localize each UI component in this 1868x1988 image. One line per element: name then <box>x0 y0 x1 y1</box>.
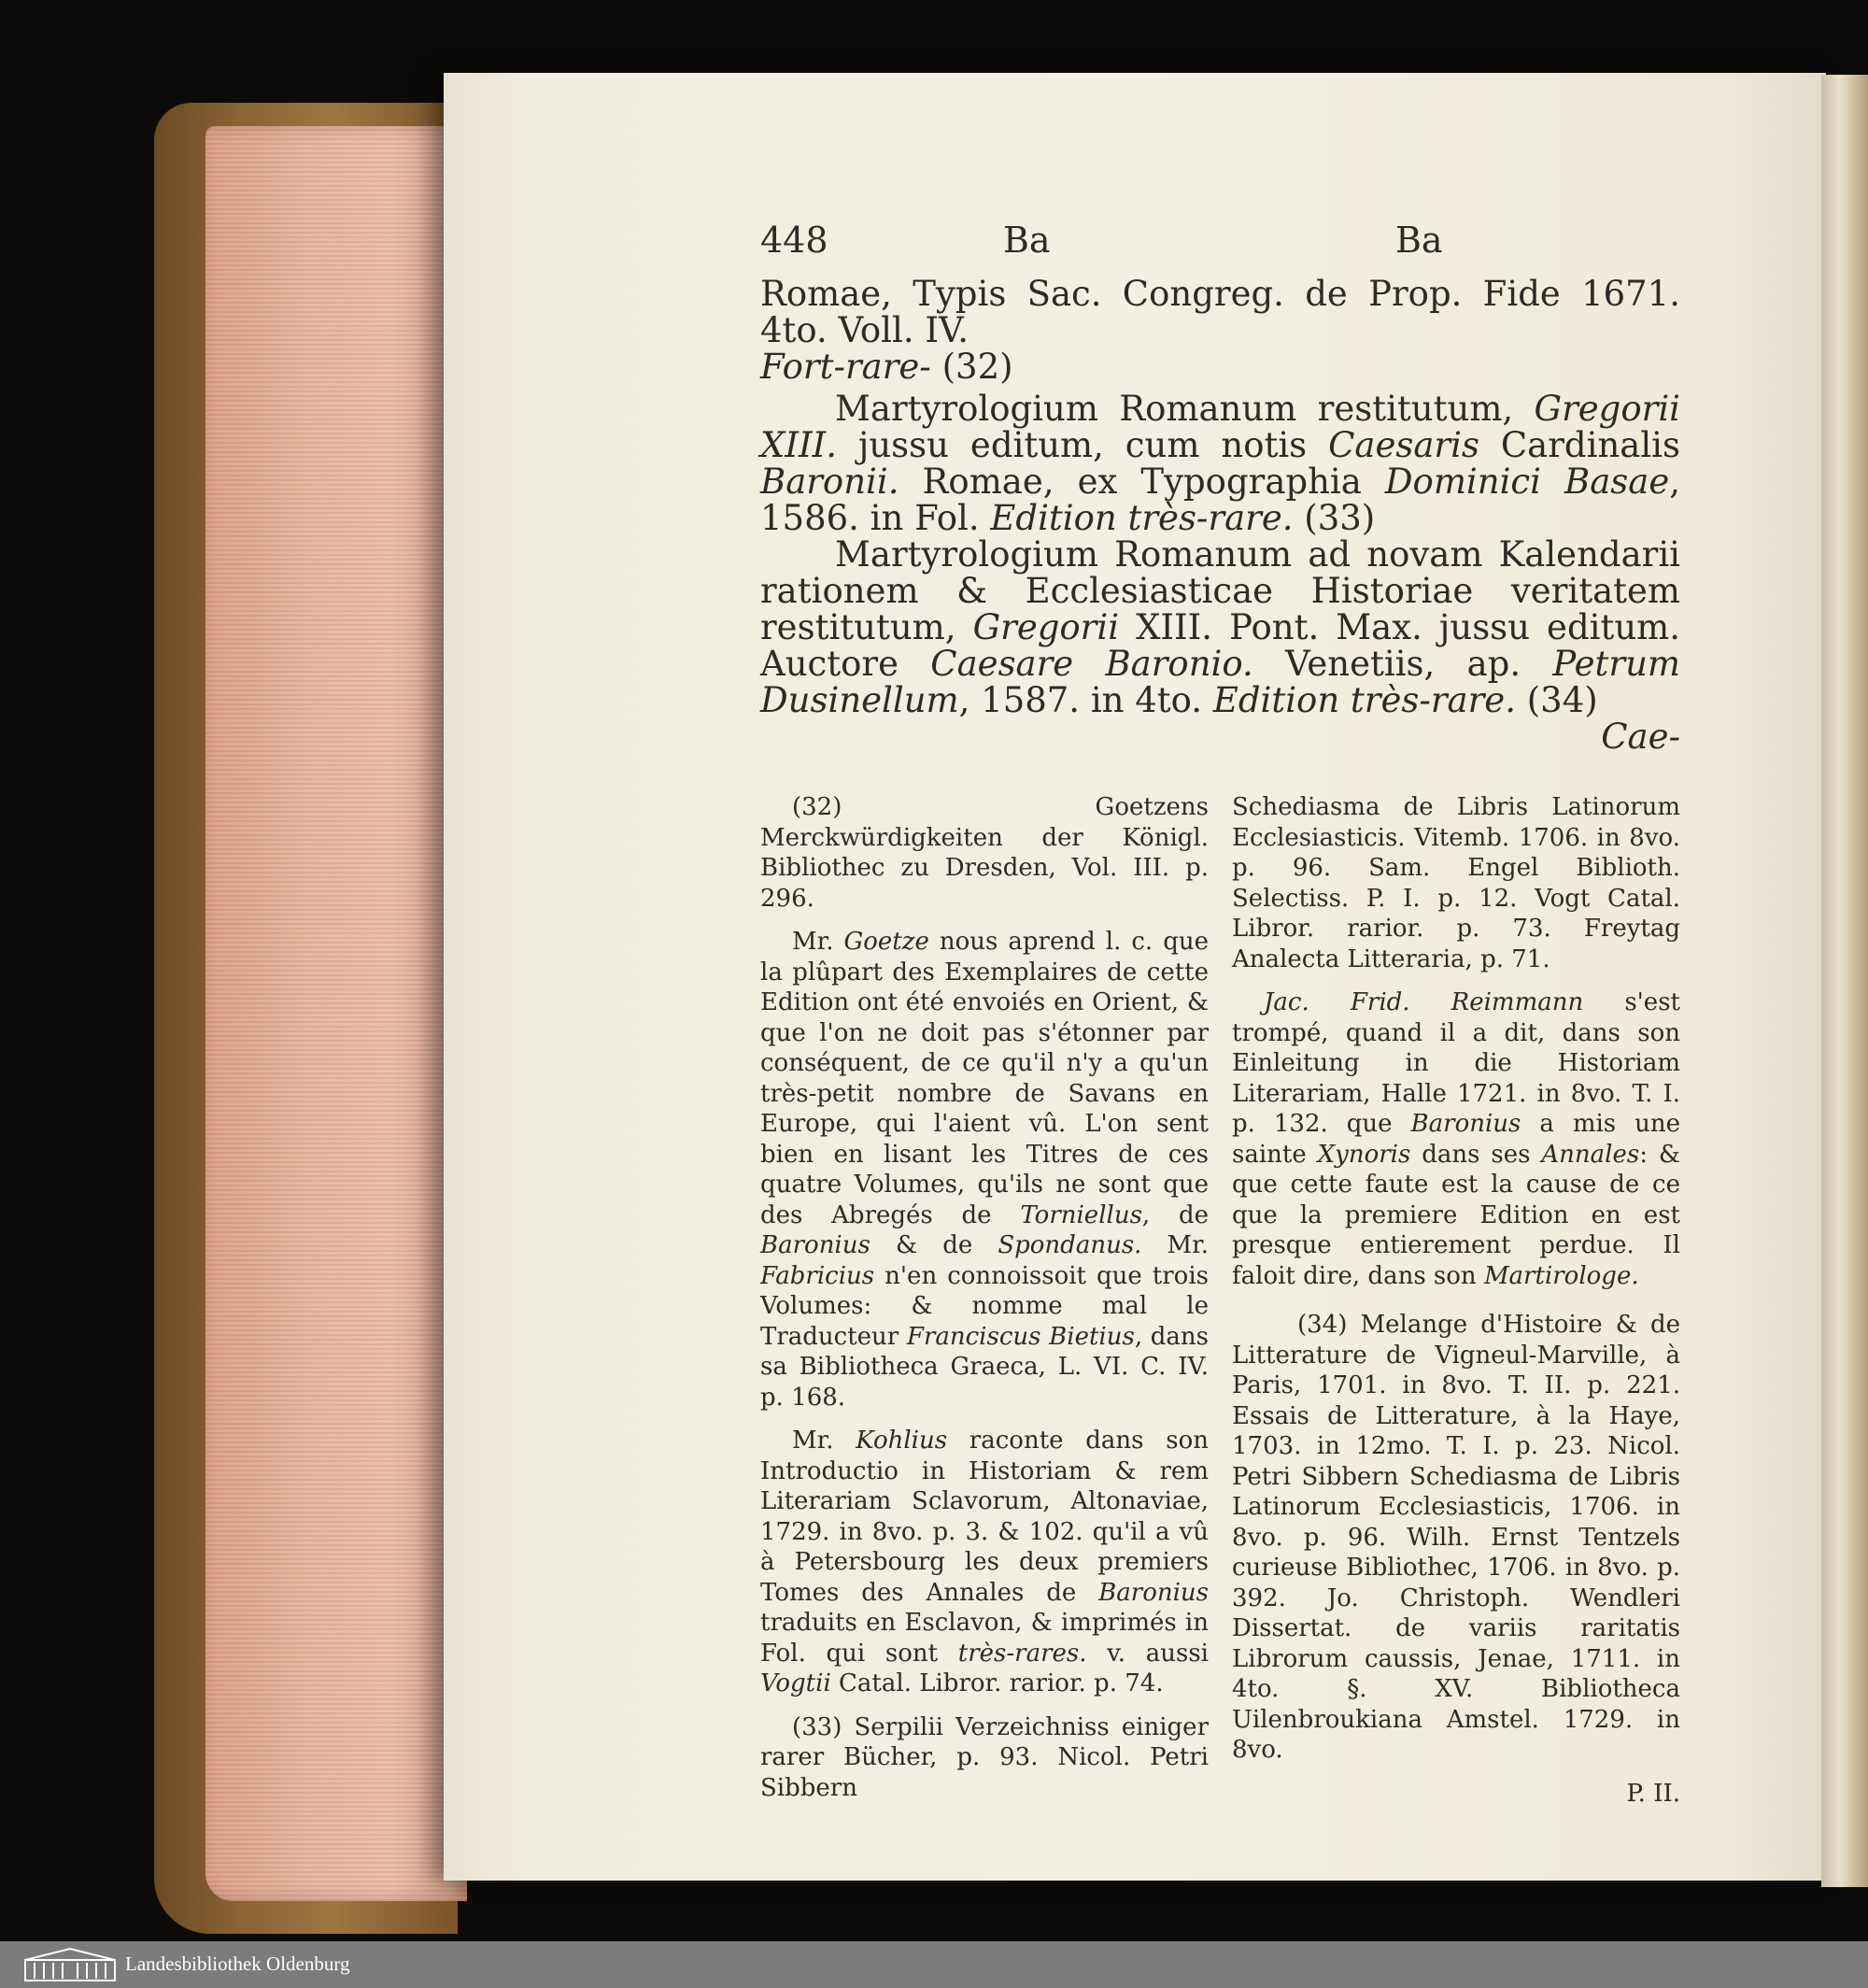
note-33-continued: Schediasma de Libris Latinorum Ecclesiasticis. Vitemb. 1706. in 8vo. p. 96. Sam. Engel Biblioth. Selectiss. P. I. p. 12. Vogt Catal. Libror. rarior. p. 73. Freytag Analecta Litteraria, p. 71. <box>1232 793 1680 973</box>
page-edges <box>205 126 467 1901</box>
signature-mark: P. II. <box>1626 1779 1680 1808</box>
note-32: (32) Goetzens Merckwürdigkeiten der Königl. Bibliothec zu Dresden, Vol. III. p. 296. <box>760 793 1209 913</box>
footnotes <box>760 792 1680 1816</box>
entry-31-tail: Romae, Typis Sac. Congreg. de Prop. Fide 1671. 4to. Voll. IV. Fort-rare- (32) <box>760 274 1680 387</box>
footer-bar <box>0 1941 1868 1988</box>
facing-page-edge <box>1821 75 1868 1887</box>
library-building-logo <box>23 1947 117 1982</box>
note-33: (33) Serpilii Verzeichniss einiger rarer Bücher, p. 93. Nicol. Petri Sibbern <box>760 1712 1209 1802</box>
note-goetze: Mr. Goetze nous aprend l. c. que la plûpart des Exemplaires de cette Edition ont été envoiés en Orient, & que l'on ne doit pas s'étonner par conséquent, de ce qu'il n'y a qu'un très-petit nombre de Savans en Europe, qui l'aient vû. L'on sent bien en lisant les Titres de ces quatre Volumes, qu'ils ne sont que des Abregés de Torniellus, de Baronius & de Spondanus. Mr. Fabricius n'en connoissoit que trois Volumes: & nomme mal le Traducteur Franciscus Bietius, dans sa Bibliotheca Graeca, L. VI. C. IV. p. 168. <box>760 928 1209 1412</box>
entry-34: Martyrologium Romanum ad novam Kalendarii rationem & Ecclesiasticae Historiae veritatem restitutum, Gregorii XIII. Pont. Max. jussu editum. Auctore Caesare Baronio. Venetiis, ap. Petrum Dusinellum, 1587. in 4to. Edition très-rare. (34) <box>760 534 1681 720</box>
main-entry-text <box>760 276 1680 755</box>
running-head <box>760 220 1680 276</box>
footnotes-left-column <box>760 792 1209 1816</box>
entry-33: Martyrologium Romanum restitutum, Gregorii XIII. jussu editum, cum notis Caesaris Cardinalis Baronii. Romae, ex Typographia Dominici Basae, 1586. in Fol. Edition très-rare. (33) <box>760 389 1680 538</box>
footnotes-right-column <box>1232 792 1680 1816</box>
institution-name: Landesbibliothek Oldenburg <box>125 1952 350 1975</box>
page-number: 448 <box>760 220 828 261</box>
running-head-left: Ba <box>1003 220 1051 261</box>
page-text <box>760 220 1680 1816</box>
catchword: Cae- <box>1601 717 1680 757</box>
note-reimmann: Jac. Frid. Reimmann s'est trompé, quand il a dit, dans son Einleitung in die Historiam Literariam, Halle 1721. in 8vo. T. I. p. 132. que Baronius a mis une sainte Xynoris dans ses Annales: & que cette faute est la cause de ce que la premiere Edition en est presque entierement perdue. Il faloit dire, dans son Martirologe. <box>1232 988 1681 1290</box>
running-head-right: Ba <box>1395 220 1443 261</box>
note-kohlius: Mr. Kohlius raconte dans son Introductio in Historiam & rem Literariam Sclavorum, Altonaviae, 1729. in 8vo. p. 3. & 102. qu'il a vû à Petersbourg les deux premiers Tomes des Annales de Baronius traduits en Esclavon, & imprimés in Fol. qui sont très-rares. v. aussi Vogtii Catal. Libror. rarior. p. 74. <box>760 1427 1209 1697</box>
note-34: (34) Melange d'Histoire & de Litterature de Vigneul-Marville, à Paris, 1701. in 8vo. T. II. p. 221. Essais de Litterature, à la Haye, 1703. in 12mo. T. I. p. 23. Nicol. Petri Sibbern Schediasma de Libris Latinorum Ecclesiasticis, 1706. in 8vo. p. 96. Wilh. Ernst Tentzels curieuse Bibliothec, 1706. in 8vo. p. 392. Jo. Christoph. Wendleri Dissertat. de variis raritatis Librorum caussis, Jenae, 1711. in 4to. §. XV. Bibliotheca Uilenbroukiana Amstel. 1729. in 8vo. <box>1232 1311 1680 1764</box>
